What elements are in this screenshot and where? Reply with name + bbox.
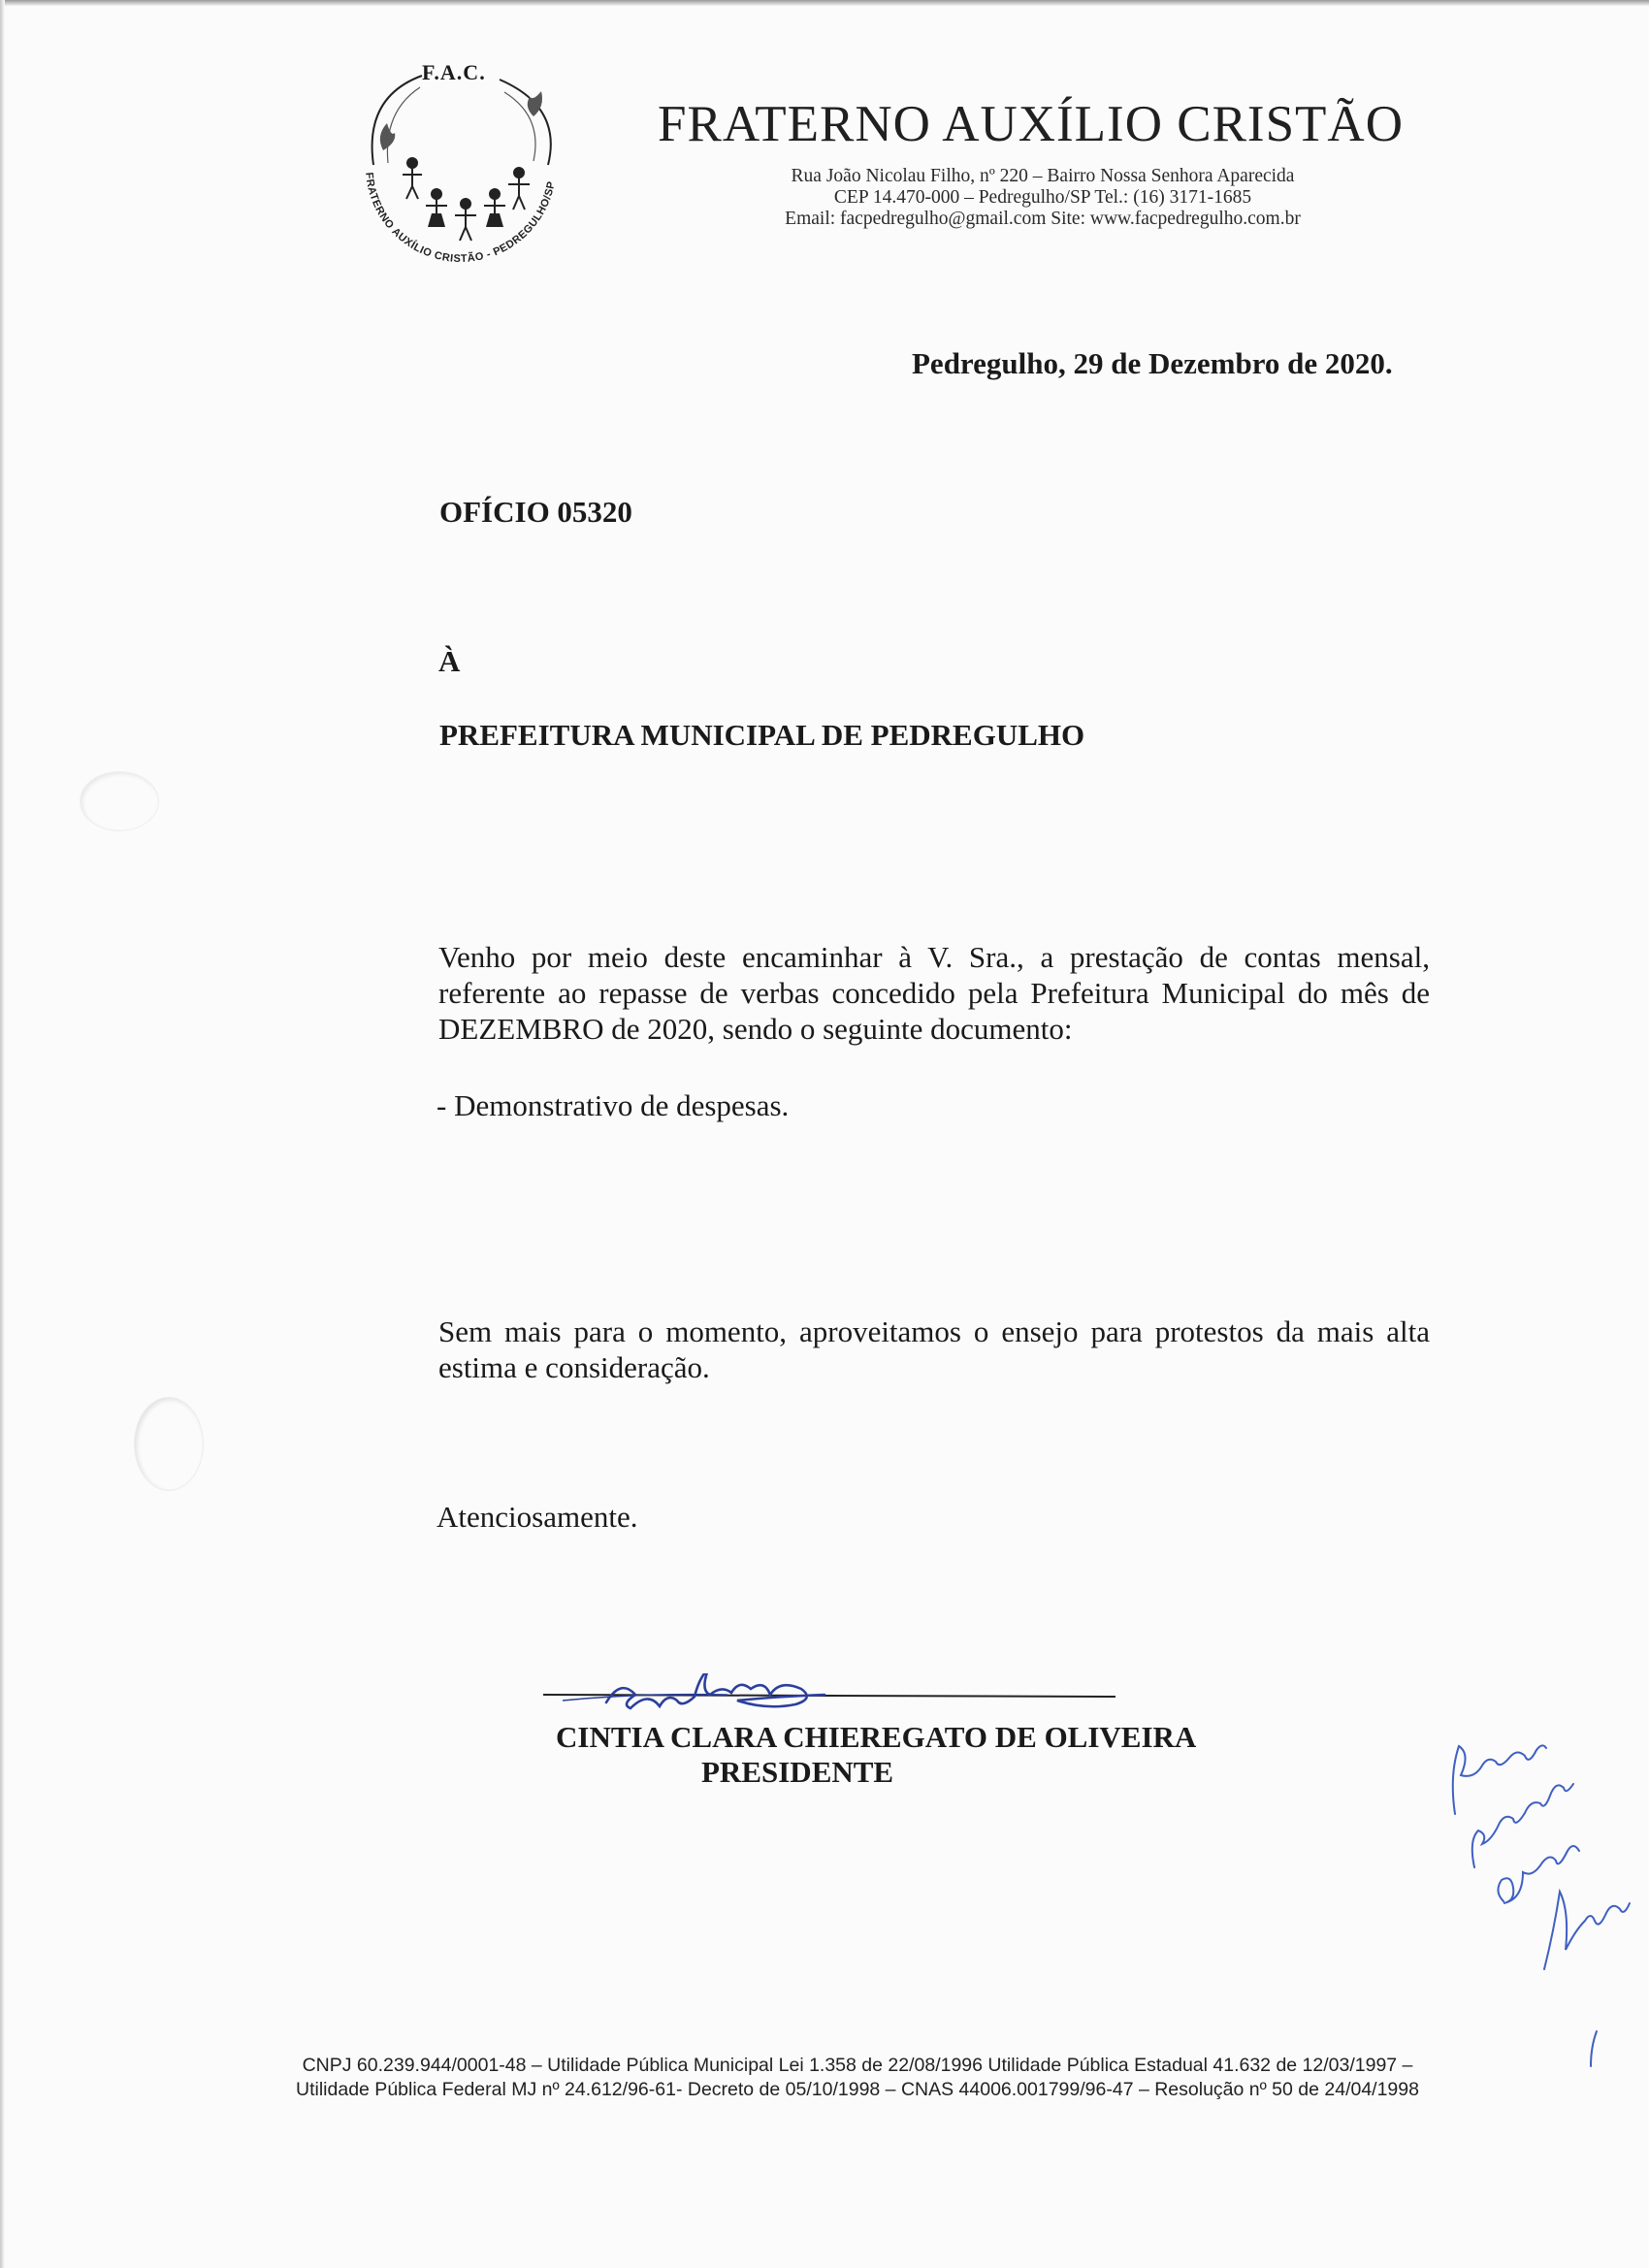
fac-logo-emblem (344, 58, 577, 291)
logo-acronym: F.A.C. (422, 60, 486, 84)
organization-name: FRATERNO AUXÍLIO CRISTÃO (658, 96, 1404, 152)
letter-date: Pedregulho, 29 de Dezembro de 2020. (912, 346, 1393, 380)
document-list-item: - Demonstrativo de despesas. (436, 1088, 790, 1122)
footer-text: CNPJ 60.239.944/0001-48 – Utilidade Pública Municipal Lei 1.358 de 22/08/1996 Utilidade Pública Estadual 41.632 de 12/03/1997 – Utilidade Pública Federal MJ nº 24.612/96-61- Decreto de 05/10/1998 – CNAS 44006.001799/96-47 – Resolução nº 50 de 24/04/1998 (296, 2055, 1419, 2100)
letter-recipient: PREFEITURA MUNICIPAL DE PEDREGULHO (439, 718, 1085, 752)
organization-address (660, 166, 1426, 230)
scan-edge-top (0, 0, 1649, 6)
paragraph-2-text: Sem mais para o momento, aproveitamos o ensejo para protestos da mais alta estima e consideração. (438, 1314, 1430, 1384)
address-line-2: CEP 14.470-000 – Pedregulho/SP Tel.: (16) 3171-1685 (833, 187, 1252, 208)
address-line-3: Email: facpedregulho@gmail.com Site: www.facpedregulho.com.br (785, 209, 1301, 229)
letter-closing: Atenciosamente. (436, 1500, 638, 1534)
letter-body-paragraph-1 (293, 939, 1430, 1047)
signer-role: PRESIDENTE (701, 1755, 894, 1789)
paragraph-1-text: Venho por meio deste encaminhar à V. Sra., a prestação de contas mensal, referente ao repasse de verbas concedido pela Prefeitura Municipal do mês de DEZEMBRO de 2020, sendo o seguinte documento: (438, 940, 1430, 1046)
scan-edge-left (0, 0, 5, 2268)
signer-name: CINTIA CLARA CHIEREGATO DE OLIVEIRA (556, 1720, 1197, 1754)
handwritten-receipt-note (1436, 1698, 1644, 2105)
letter-salutation: À (438, 644, 461, 678)
fac-logo (344, 58, 577, 291)
svg-text:FRATERNO AUXÍLIO CRISTÃO - PED (363, 172, 558, 265)
address-line-1: Rua João Nicolau Filho, nº 220 – Bairro Nossa Senhora Aparecida (791, 166, 1295, 186)
punch-hole-top (80, 771, 159, 831)
punch-hole-bottom (134, 1397, 204, 1491)
letter-reference: OFÍCIO 05320 (439, 495, 632, 529)
letter-body-paragraph-2 (293, 1313, 1430, 1385)
logo-ring-text: FRATERNO AUXÍLIO CRISTÃO - PEDREGULHO/SP (363, 172, 558, 266)
letterhead-footer (289, 2054, 1426, 2102)
